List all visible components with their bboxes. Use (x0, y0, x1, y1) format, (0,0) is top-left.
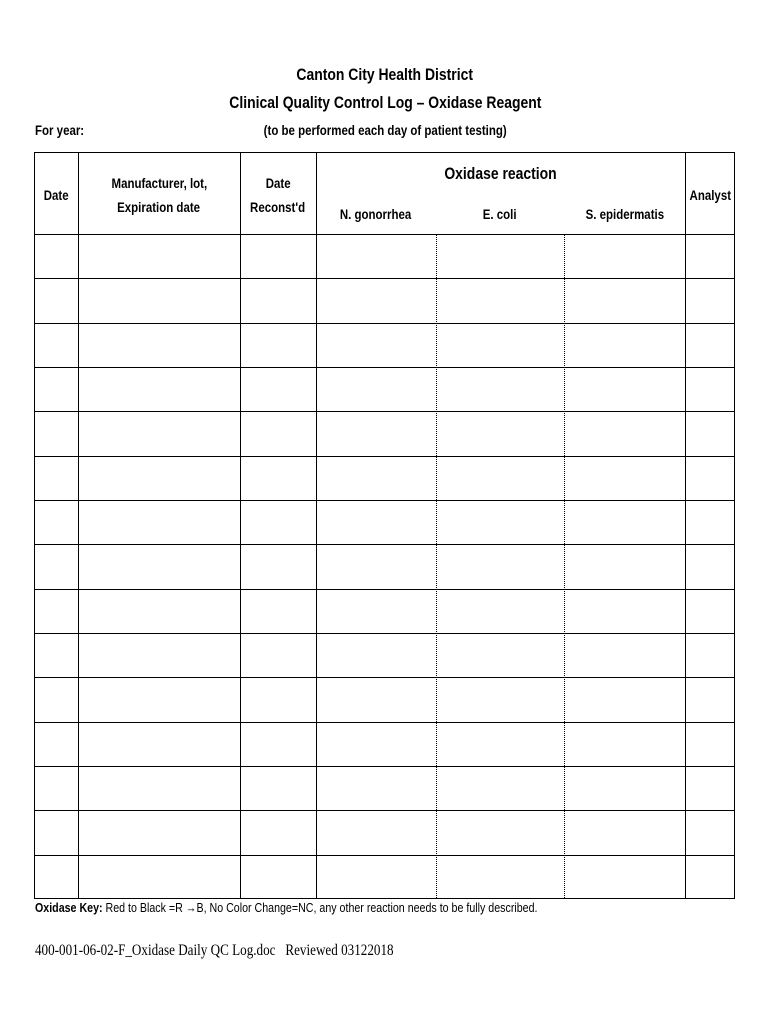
row-divider (35, 411, 734, 412)
footer-doc-name: 400-001-06-02-F_Oxidase Daily QC Log.doc (35, 942, 276, 959)
row-divider (35, 677, 734, 678)
document-footer (35, 942, 472, 960)
row-divider (35, 278, 734, 279)
header-e-coli: E. coli (483, 206, 517, 222)
header-date: Date (44, 187, 69, 203)
oxidase-key-label: Oxidase Key: (35, 900, 103, 915)
row-divider (35, 766, 734, 767)
header-n-gonorrhea: N. gonorrhea (340, 206, 412, 222)
column-divider (78, 153, 79, 898)
header-s-epidermatis: S. epidermatis (585, 206, 664, 222)
row-divider (35, 323, 734, 324)
row-divider (35, 810, 734, 811)
header-oxidase-reaction: Oxidase reaction (444, 164, 557, 183)
qc-log-table (34, 152, 735, 899)
column-divider (316, 153, 317, 898)
header-manufacturer: Manufacturer, lot, Expiration date (111, 175, 207, 215)
row-divider (35, 722, 734, 723)
for-year-label: For year: (35, 122, 85, 138)
column-divider (436, 234, 437, 898)
row-divider (35, 544, 734, 545)
subtitle: (to be performed each day of patient testing) (263, 122, 507, 138)
row-divider (35, 500, 734, 501)
row-divider (35, 589, 734, 590)
row-divider (35, 855, 734, 856)
header-date-reconstituted: Date Reconst'd (250, 175, 306, 215)
oxidase-key (35, 900, 648, 915)
header-analyst: Analyst (689, 187, 732, 203)
column-divider (564, 234, 565, 898)
oxidase-key-text: Red to Black =R →B, No Color Change=NC, any other reaction needs to be fully described. (105, 900, 538, 915)
column-divider (685, 153, 686, 898)
column-divider (240, 153, 241, 898)
row-divider (35, 633, 734, 634)
header-divider (35, 234, 734, 235)
row-divider (35, 456, 734, 457)
organization-title: Canton City Health District (296, 65, 474, 84)
row-divider (35, 367, 734, 368)
document-title: Clinical Quality Control Log – Oxidase Reagent (228, 93, 542, 112)
footer-reviewed: Reviewed 03122018 (285, 942, 394, 959)
